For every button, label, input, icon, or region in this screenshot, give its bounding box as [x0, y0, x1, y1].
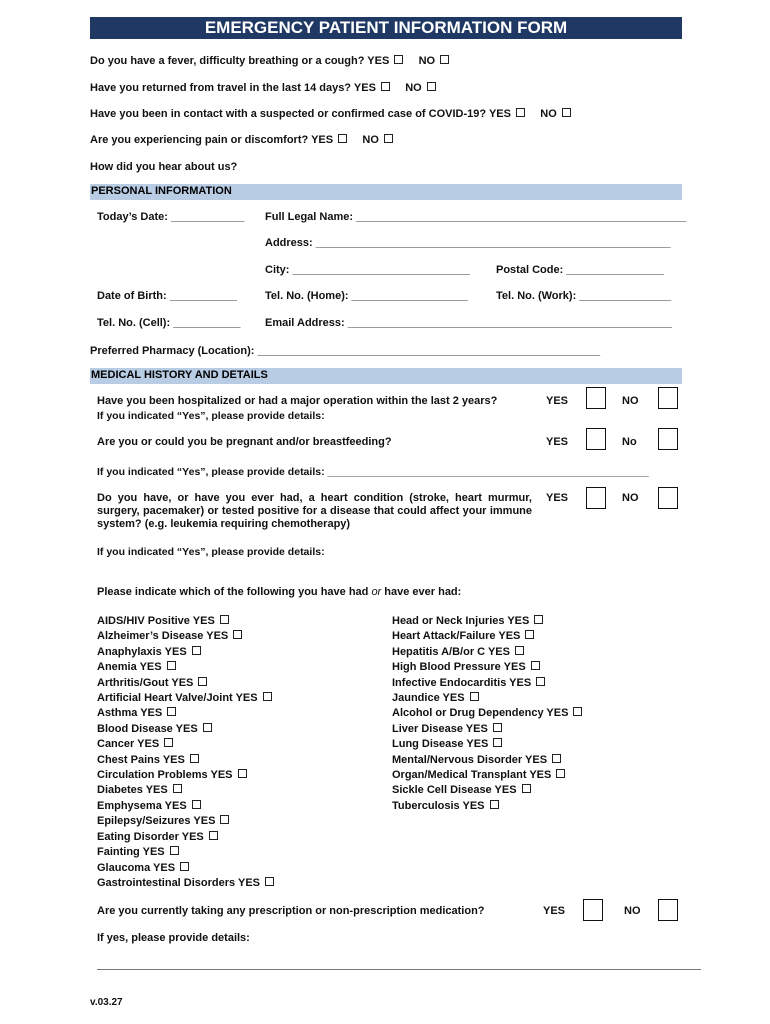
- condition-label: Alzheimer’s Disease YES: [97, 630, 229, 643]
- condition-label: Chest Pains YES: [97, 753, 185, 766]
- condition-item: [97, 783, 274, 798]
- pain-no-checkbox[interactable]: [384, 134, 393, 143]
- address-field[interactable]: Address: __________________________________________________________: [265, 237, 671, 249]
- condition-yes-checkbox[interactable]: [536, 677, 545, 686]
- condition-yes-checkbox[interactable]: [531, 661, 540, 670]
- hospitalized-no-checkbox[interactable]: [658, 387, 678, 409]
- condition-yes-checkbox[interactable]: [167, 707, 176, 716]
- heart-yes-checkbox[interactable]: [586, 487, 606, 509]
- pharmacy-field[interactable]: Preferred Pharmacy (Location): ________________________________________________________: [90, 345, 601, 357]
- condition-label: Cancer YES: [97, 738, 160, 751]
- condition-item: [97, 676, 274, 691]
- condition-label: Emphysema YES: [97, 799, 187, 812]
- condition-yes-checkbox[interactable]: [190, 754, 199, 763]
- hospitalized-no-label: NO: [622, 395, 639, 407]
- condition-yes-checkbox[interactable]: [198, 677, 207, 686]
- condition-item: [392, 614, 582, 629]
- condition-yes-checkbox[interactable]: [173, 784, 182, 793]
- screening-contact: Have you been in contact with a suspected or confirmed case of COVID-19? YES NO: [90, 108, 571, 120]
- condition-label: Jaundice YES: [392, 692, 465, 705]
- condition-label: Hepatitis A/B/or C YES: [392, 645, 510, 658]
- condition-yes-checkbox[interactable]: [522, 784, 531, 793]
- condition-yes-checkbox[interactable]: [534, 615, 543, 624]
- condition-label: Anaphylaxis YES: [97, 645, 187, 658]
- condition-label: Mental/Nervous Disorder YES: [392, 753, 548, 766]
- condition-yes-checkbox[interactable]: [552, 754, 561, 763]
- condition-yes-checkbox[interactable]: [164, 738, 173, 747]
- condition-yes-checkbox[interactable]: [515, 646, 524, 655]
- hear-about-question[interactable]: How did you hear about us?: [90, 161, 238, 173]
- condition-yes-checkbox[interactable]: [180, 862, 189, 871]
- heart-no-checkbox[interactable]: [658, 487, 678, 509]
- condition-label: Sickle Cell Disease YES: [392, 784, 517, 797]
- conditions-list-left: [97, 614, 274, 891]
- medication-no-label: NO: [624, 905, 641, 917]
- condition-item: [97, 830, 274, 845]
- medication-details-line[interactable]: [97, 969, 701, 970]
- form-title: EMERGENCY PATIENT INFORMATION FORM: [90, 17, 682, 39]
- condition-yes-checkbox[interactable]: [192, 800, 201, 809]
- condition-label: Infective Endocarditis YES: [392, 676, 532, 689]
- todays-date-field[interactable]: Today’s Date: ____________: [97, 211, 245, 223]
- hospitalized-yes-label: YES: [546, 395, 569, 407]
- medication-no-checkbox[interactable]: [658, 899, 678, 921]
- condition-label: Arthritis/Gout YES: [97, 676, 194, 689]
- condition-yes-checkbox[interactable]: [265, 877, 274, 886]
- condition-yes-checkbox[interactable]: [573, 707, 582, 716]
- condition-item: [97, 861, 274, 876]
- condition-label: Eating Disorder YES: [97, 830, 204, 843]
- condition-label: Anemia YES: [97, 661, 162, 674]
- condition-item: [97, 660, 274, 675]
- condition-label: Lung Disease YES: [392, 738, 489, 751]
- heart-yes-label: YES: [546, 492, 569, 504]
- condition-yes-checkbox[interactable]: [220, 615, 229, 624]
- pregnant-details-field[interactable]: If you indicated “Yes”, please provide details: _______________________________________________________: [97, 466, 649, 478]
- condition-yes-checkbox[interactable]: [203, 723, 212, 732]
- heart-details-label: If you indicated “Yes”, please provide details:: [97, 546, 325, 558]
- hospitalized-question: Have you been hospitalized or had a major operation within the last 2 years?: [97, 395, 498, 407]
- pregnant-no-label: No: [622, 436, 637, 448]
- condition-yes-checkbox[interactable]: [493, 723, 502, 732]
- pregnant-yes-label: YES: [546, 436, 569, 448]
- condition-label: High Blood Pressure YES: [392, 661, 526, 674]
- medication-details-label: If yes, please provide details:: [97, 932, 250, 944]
- condition-item: [97, 876, 274, 891]
- condition-item: [392, 660, 582, 675]
- screening-fever: Do you have a fever, difficulty breathing or a cough? YES NO: [90, 55, 449, 67]
- condition-yes-checkbox[interactable]: [209, 831, 218, 840]
- pregnant-no-checkbox[interactable]: [658, 428, 678, 450]
- condition-label: Epilepsy/Seizures YES: [97, 815, 216, 828]
- medical-history-header: MEDICAL HISTORY AND DETAILS: [90, 368, 682, 384]
- condition-label: Blood Disease YES: [97, 722, 198, 735]
- condition-label: Glaucoma YES: [97, 861, 176, 874]
- pain-yes-checkbox[interactable]: [338, 134, 347, 143]
- condition-yes-checkbox[interactable]: [470, 692, 479, 701]
- condition-item: [392, 753, 582, 768]
- screening-travel: Have you returned from travel in the last 14 days? YES NO: [90, 82, 436, 94]
- condition-item: [97, 645, 274, 660]
- condition-item: [97, 845, 274, 860]
- condition-yes-checkbox[interactable]: [263, 692, 272, 701]
- condition-yes-checkbox[interactable]: [525, 630, 534, 639]
- postal-code-field[interactable]: Postal Code: ________________: [496, 264, 665, 276]
- condition-item: [97, 768, 274, 783]
- condition-item: [97, 691, 274, 706]
- condition-item: [392, 737, 582, 752]
- condition-item: [97, 737, 274, 752]
- contact-yes-checkbox[interactable]: [516, 108, 525, 117]
- condition-item: [392, 799, 582, 814]
- condition-item: [97, 753, 274, 768]
- condition-yes-checkbox[interactable]: [167, 661, 176, 670]
- condition-yes-checkbox[interactable]: [493, 738, 502, 747]
- condition-label: Tuberculosis YES: [392, 799, 485, 812]
- hospitalized-yes-checkbox[interactable]: [586, 387, 606, 409]
- condition-yes-checkbox[interactable]: [233, 630, 242, 639]
- travel-yes-checkbox[interactable]: [381, 82, 390, 91]
- condition-label: Fainting YES: [97, 846, 165, 859]
- contact-no-checkbox[interactable]: [562, 108, 571, 117]
- pregnant-question: Are you or could you be pregnant and/or breastfeeding?: [97, 436, 392, 448]
- condition-label: Head or Neck Injuries YES: [392, 615, 530, 627]
- full-name-field[interactable]: Full Legal Name: ______________________________________________________: [265, 211, 687, 223]
- condition-label: Circulation Problems YES: [97, 769, 233, 782]
- tel-cell-field[interactable]: Tel. No. (Cell): ___________: [97, 317, 241, 329]
- city-field[interactable]: City: _____________________________: [265, 264, 470, 276]
- condition-yes-checkbox[interactable]: [238, 769, 247, 778]
- medication-yes-checkbox[interactable]: [583, 899, 603, 921]
- condition-item: [392, 645, 582, 660]
- tel-work-field[interactable]: Tel. No. (Work): _______________: [496, 290, 672, 302]
- condition-item: [392, 629, 582, 644]
- condition-yes-checkbox[interactable]: [192, 646, 201, 655]
- condition-yes-checkbox[interactable]: [170, 846, 179, 855]
- condition-item: [97, 799, 274, 814]
- condition-yes-checkbox[interactable]: [220, 815, 229, 824]
- condition-label: Organ/Medical Transplant YES: [392, 769, 552, 782]
- dob-field[interactable]: Date of Birth: ___________: [97, 290, 238, 302]
- condition-item: [392, 768, 582, 783]
- travel-no-checkbox[interactable]: [427, 82, 436, 91]
- screening-pain: Are you experiencing pain or discomfort? YES NO: [90, 134, 393, 146]
- medication-yes-label: YES: [543, 905, 566, 917]
- condition-item: [392, 722, 582, 737]
- condition-item: [97, 629, 274, 644]
- condition-item: [392, 691, 582, 706]
- condition-label: Alcohol or Drug Dependency YES: [392, 707, 569, 720]
- tel-home-field[interactable]: Tel. No. (Home): ___________________: [265, 290, 468, 302]
- indicate-conditions-prompt: Please indicate which of the following you have had or have ever had:: [97, 586, 462, 598]
- condition-label: Liver Disease YES: [392, 722, 488, 735]
- hospitalized-details-label: If you indicated “Yes”, please provide details:: [97, 410, 325, 422]
- medication-question: Are you currently taking any prescription or non-prescription medication?: [97, 905, 485, 917]
- condition-item: [97, 722, 274, 737]
- fever-yes-checkbox[interactable]: [394, 55, 403, 64]
- conditions-list-right: [392, 614, 582, 814]
- condition-yes-checkbox[interactable]: [556, 769, 565, 778]
- heart-condition-question: Do you have, or have you ever had, a heart condition (stroke, heart murmur, surgery, pacemaker) or tested positive for a disease that could affect your immune system? (e.g. leukemia requiring chemotherapy): [97, 492, 532, 530]
- heart-no-label: NO: [622, 492, 639, 504]
- condition-label: AIDS/HIV Positive YES: [97, 615, 215, 627]
- pregnant-yes-checkbox[interactable]: [586, 428, 606, 450]
- condition-label: Gastrointestinal Disorders YES: [97, 876, 261, 889]
- condition-item: [97, 814, 274, 829]
- condition-item: [392, 783, 582, 798]
- personal-info-header: PERSONAL INFORMATION: [90, 184, 682, 200]
- condition-item: [392, 676, 582, 691]
- email-field[interactable]: Email Address: _____________________________________________________: [265, 317, 672, 329]
- condition-item: [392, 706, 582, 721]
- condition-label: Artificial Heart Valve/Joint YES: [97, 692, 258, 705]
- condition-label: Heart Attack/Failure YES: [392, 630, 521, 643]
- version-label: v.03.27: [90, 997, 123, 1008]
- condition-label: Asthma YES: [97, 707, 163, 720]
- fever-no-checkbox[interactable]: [440, 55, 449, 64]
- condition-item: [97, 706, 274, 721]
- condition-yes-checkbox[interactable]: [490, 800, 499, 809]
- condition-label: Diabetes YES: [97, 784, 168, 797]
- condition-item: [97, 614, 274, 629]
